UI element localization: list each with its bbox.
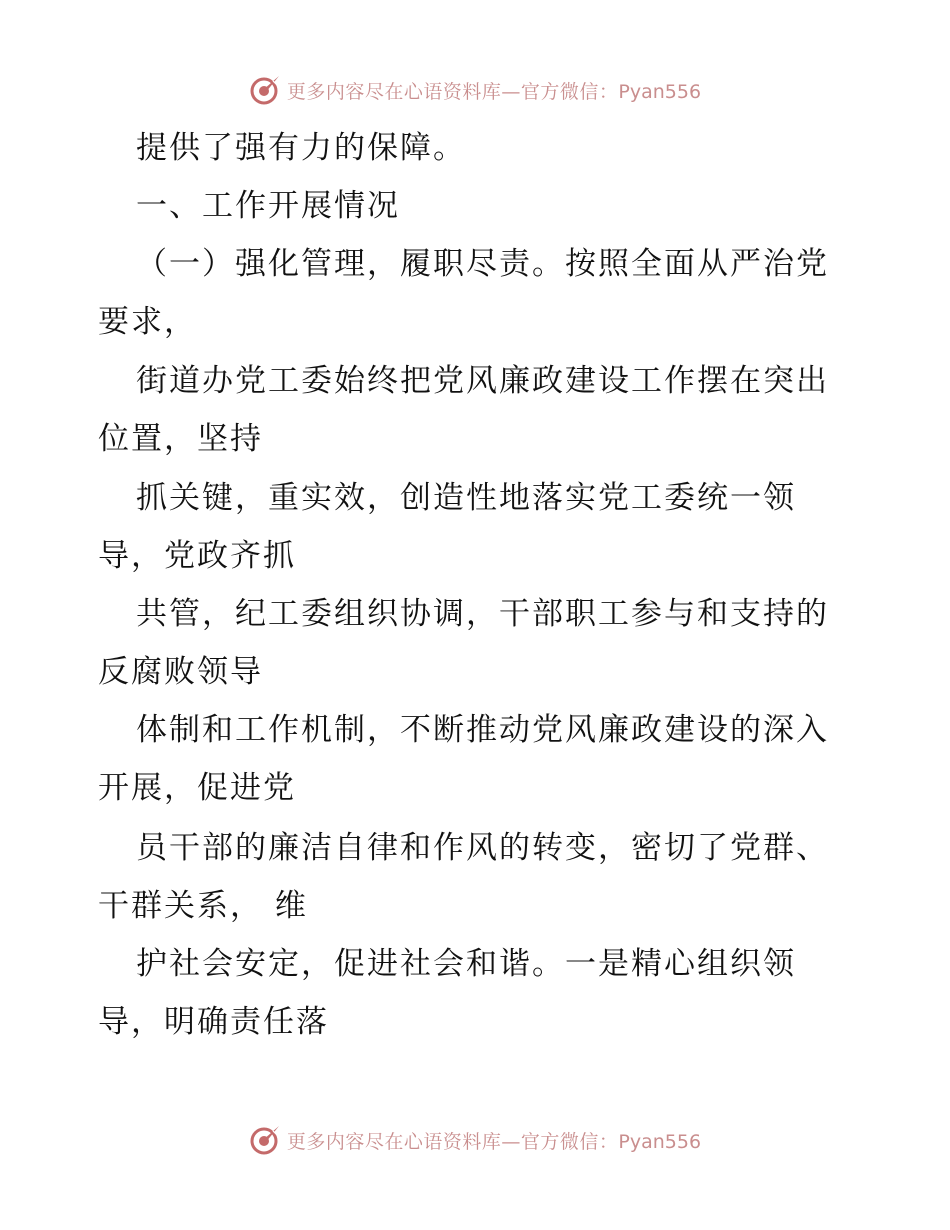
text-line: 要求，	[98, 304, 197, 340]
text-line: 导，明确责任落	[98, 1004, 329, 1040]
quill-logo-icon	[249, 73, 283, 107]
text-line: 导，党政齐抓	[98, 538, 296, 574]
text-line: 共管，纪工委组织协调，干部职工参与和支持的	[136, 596, 829, 632]
text-line: 位置，坚持	[98, 421, 263, 457]
header-watermark	[0, 70, 950, 110]
section-heading: 一、工作开展情况	[136, 188, 400, 224]
watermark-text: 更多内容尽在心语资料库—官方微信：Pyan556	[286, 1130, 702, 1153]
text-line: （一）强化管理，履职尽责。按照全面从严治党	[136, 246, 829, 282]
text-line: 员干部的廉洁自律和作风的转变，密切了党群、	[136, 830, 829, 866]
text-line: 街道办党工委始终把党风廉政建设工作摆在突出	[136, 363, 829, 399]
text-line: 体制和工作机制，不断推动党风廉政建设的深入	[136, 712, 829, 748]
watermark-text: 更多内容尽在心语资料库—官方微信：Pyan556	[286, 80, 702, 103]
watermark-handle: Pyan556	[618, 80, 702, 103]
quill-logo-icon	[249, 1123, 283, 1157]
text-line: 开展，促进党	[98, 770, 296, 806]
watermark-handle: Pyan556	[618, 1130, 702, 1153]
text-line: 提供了强有力的保障。	[136, 130, 466, 166]
text-line: 护社会安定，促进社会和谐。一是精心组织领	[136, 946, 796, 982]
footer-watermark	[0, 1120, 950, 1160]
text-line: 反腐败领导	[98, 654, 263, 690]
text-line: 干群关系， 维	[98, 888, 308, 924]
text-line: 抓关键，重实效，创造性地落实党工委统一领	[136, 480, 796, 516]
